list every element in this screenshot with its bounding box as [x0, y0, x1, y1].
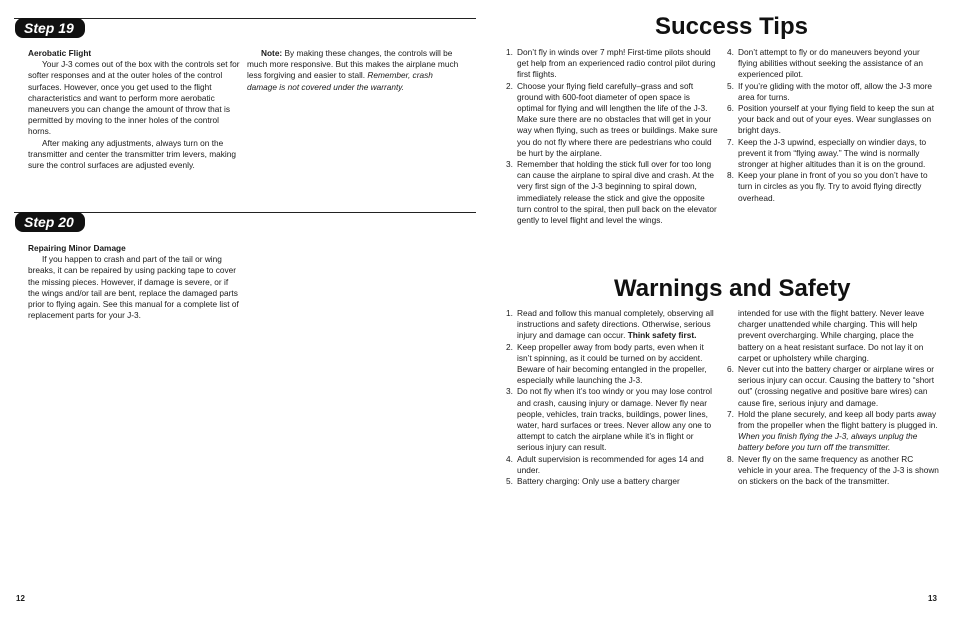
success-tip-num: 3. — [506, 159, 513, 170]
warning-text: Hold the plane securely, and keep all body parts away from the propeller when the flight battery is plugged in. — [738, 408, 938, 431]
success-tip-item — [506, 159, 718, 226]
warning-text: intended for use with the flight battery. Never leave charger unattended while charging. This will help prevent overcharging. While charging, place the battery on a heat resistant surface. Do not lay it on carpet or upholstery while charging. — [738, 308, 925, 363]
success-tip-item — [727, 81, 941, 103]
success-tip-text: Keep your plane in front of you so you don’t have to turn in circles as you fly. Try to avoid flying directly overhead. — [738, 170, 928, 203]
success-tip-num: 4. — [727, 47, 734, 57]
warning-num: 8. — [727, 453, 734, 464]
warning-item — [506, 476, 718, 487]
success-tip-num: 1. — [506, 47, 513, 57]
step19-col2 — [247, 48, 459, 93]
success-tip-num: 5. — [727, 80, 734, 91]
success-col2 — [727, 47, 941, 204]
warning-item — [506, 308, 718, 342]
step19-note — [247, 48, 459, 93]
warnings-list-col2 — [727, 308, 939, 487]
step20-rule — [14, 212, 476, 213]
warning-item — [727, 409, 939, 454]
warning-text: Adult supervision is recommended for ages 14 and under. — [517, 453, 704, 475]
success-tip-num: 2. — [506, 80, 513, 91]
success-tip-item — [727, 47, 941, 81]
page-number-right: 13 — [928, 594, 937, 603]
page-number-left: 12 — [16, 594, 25, 603]
success-list-col2 — [727, 47, 941, 204]
warning-num: 5. — [506, 476, 513, 487]
success-tips-title: Success Tips — [655, 13, 808, 40]
warning-text: Keep propeller away from body parts, even when it isn’t spinning, as it could be turned on by accident. Beware of hair becoming entangled in the propeller, especially while launching the J-3. — [517, 341, 707, 386]
warning-item — [727, 454, 939, 488]
success-tip-item — [506, 47, 718, 81]
warning-num: 2. — [506, 341, 513, 352]
warning-item-continued — [727, 308, 939, 364]
warning-text: Never fly on the same frequency as another RC vehicle in your area. The frequency of the J-3 is shown on stickers on the back of the transmitter. — [738, 453, 939, 487]
warning-num: 1. — [506, 308, 513, 318]
warning-item — [506, 342, 718, 387]
warning-num: 3. — [506, 386, 513, 397]
warning-num: 4. — [506, 453, 513, 464]
warning-num: 6. — [727, 364, 734, 375]
warning-bold: Think safety first. — [627, 330, 697, 341]
success-tip-text: If you’re gliding with the motor off, allow the J-3 more area for turns. — [738, 80, 932, 102]
warning-text: Never cut into the battery charger or airplane wires or serious injury can occur. Causing the battery to “short out” (crossing negative and positive bare wires) can cause fire, serious injury and damage. — [738, 364, 934, 408]
repairing-p1: If you happen to crash and part of the tail or wing breaks, it can be repaired by using packing tape to cover the missing pieces. However, if damage is severe, or if the wings and/or tail are bent, replace the damaged parts prior to flying again. See this manual for a complete list of replacement parts for your J-3. — [28, 254, 239, 321]
aerobatic-flight-heading: Aerobatic Flight — [28, 48, 92, 58]
warning-text: Read and follow this manual completely, observing all instructions and safety directions. Otherwise, serious injury and damage can occur. — [517, 308, 714, 341]
success-tip-text: Don’t attempt to fly or do maneuvers beyond your flying abilities without seeking the assistance of an experienced pilot. — [738, 47, 923, 80]
success-tip-item — [727, 170, 941, 204]
repairing-heading: Repairing Minor Damage — [28, 243, 126, 253]
warnings-list-col1 — [506, 308, 718, 487]
warnings-col1 — [506, 308, 718, 487]
note-italic: Remember, crash damage is not covered under the warranty. — [247, 70, 433, 92]
warning-italic: When you finish flying the J-3, always unplug the battery before you turn off the transmitter. — [738, 431, 918, 453]
warning-text: Do not fly when it’s too windy or you may lose control and crash, causing injury or damage. Never fly near people, vehicles, train tracks, buildings, power lines, water, hard surfaces or trees. Never allow any one to attempt to catch the airplane while it’s in flight or serious injury can result. — [517, 386, 712, 453]
success-tip-text: Choose your flying field carefully–grass and soft ground with 600-foot diameter of open space is optimal for flying and will lengthen the life of the J-3. Make sure there are no obstacles that will get in your way when flying, such as trees or buildings. Make sure you do not fly where there are pedestrians who could be hurt by the airplane. — [517, 80, 718, 158]
success-tip-num: 8. — [727, 170, 734, 181]
success-tip-num: 7. — [727, 136, 734, 147]
warning-item — [506, 386, 718, 453]
note-label: Note: — [261, 48, 283, 58]
aerobatic-flight-p1: Your J-3 comes out of the box with the controls set for softer responses and at the outer holes of the control surfaces. However, once you get used to the flight characteristics and want to perform more aerobatic maneuvers you can change the amount of throw that is permitted by moving to the inner holes of the control horns. — [28, 59, 240, 137]
warnings-title: Warnings and Safety — [614, 275, 851, 302]
warnings-col2 — [727, 308, 939, 487]
step20-body — [28, 243, 240, 321]
success-tip-item — [727, 137, 941, 171]
aerobatic-flight-p2: After making any adjustments, always turn on the transmitter and center the transmitter trim levers, making sure the control surfaces are adjusted evenly. — [28, 137, 236, 171]
warning-item — [506, 454, 718, 476]
success-tip-text: Keep the J-3 upwind, especially on windier days, to prevent it from “flying away.” The wind is normally stronger at higher altitudes than it is on the ground. — [738, 136, 927, 170]
step19-col1 — [28, 48, 240, 171]
success-col1 — [506, 47, 718, 226]
step19-rule — [14, 18, 476, 19]
success-tip-item — [727, 103, 941, 137]
success-tip-num: 6. — [727, 103, 734, 114]
warning-num: 7. — [727, 408, 734, 419]
success-tip-item — [506, 81, 718, 159]
step19-badge: Step 19 — [15, 18, 85, 38]
note-text: By making these changes, the controls will be much more responsive. But this makes the airplane much less forgiving and easier to stall. — [247, 48, 459, 81]
success-tip-text: Position yourself at your flying field to keep the sun at your back and out of your eyes. Wear sunglasses on bright days. — [738, 103, 935, 136]
success-tip-text: Don’t fly in winds over 7 mph! First-time pilots should get help from an experienced radio control pilot during first flights. — [517, 47, 716, 80]
step20-badge: Step 20 — [15, 212, 85, 232]
warning-item — [727, 364, 939, 409]
success-list-col1 — [506, 47, 718, 226]
warning-text: Battery charging: Only use a battery charger — [517, 476, 680, 487]
success-tip-text: Remember that holding the stick full over for too long can cause the airplane to spiral dive and crash. At the very first sign of the J-3 beginning to spiral down, immediately release the stick and give the opposite turn control to the spiral, then pull back on the elevator gently to level flight and level the wings. — [517, 159, 717, 226]
